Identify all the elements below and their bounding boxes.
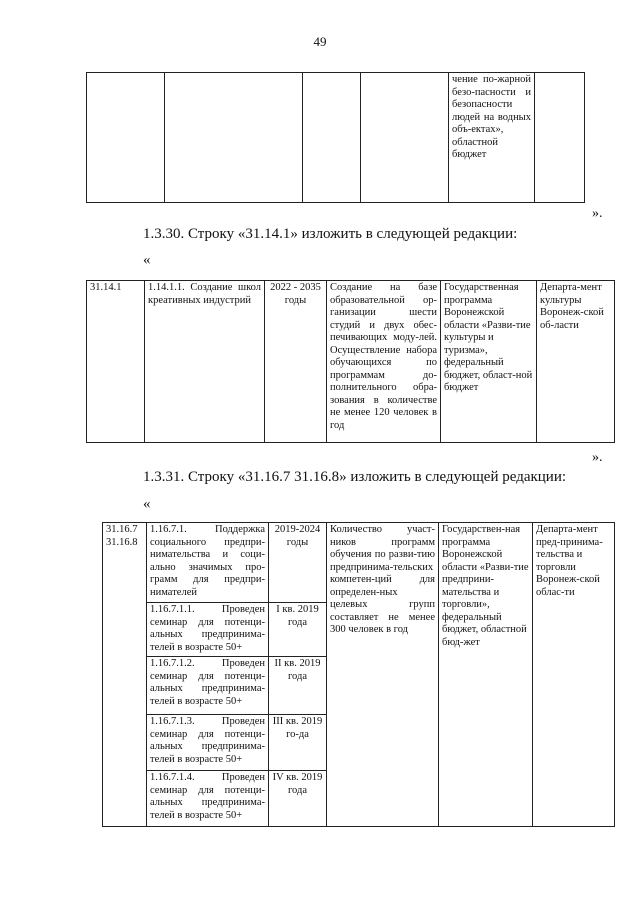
sub-period-cell: II кв. 2019 года (269, 657, 327, 715)
sub-period-cell: IV кв. 2019 года (269, 771, 327, 827)
sub-activity-cell: 1.16.7.1.2. Проведен семинар для потенци-альных предпринима-телей в возрасте 50+ (147, 657, 269, 715)
empty-cell (535, 73, 585, 203)
activity-name-cell: 1.16.7.1. Поддержка социального предпри-нимательства и соци-ально значимых про-грамм для предпри-нимателей (147, 523, 269, 603)
empty-cell (303, 73, 361, 203)
closing-quote: ». (592, 206, 603, 221)
opening-quote: « (143, 496, 151, 512)
continued-table (86, 72, 585, 203)
opening-quote: « (143, 252, 151, 268)
sub-activity-cell: 1.16.7.1.1. Проведен семинар для потенци-альных предпринима-телей в возрасте 50+ (147, 603, 269, 657)
section-heading: 1.3.30. Строку «31.14.1» изложить в следующей редакции: (143, 226, 518, 242)
funding-source-cell: чение по-жарной безо-пасности и безопасности людей на водных объ-ектах», областной бюджет (449, 73, 535, 203)
page-number: 49 (313, 34, 327, 49)
row-ids-cell: 31.16.7 31.16.8 (103, 523, 147, 827)
empty-cell (361, 73, 449, 203)
closing-quote: ». (592, 450, 603, 465)
row-31-14-1-table (86, 280, 615, 443)
sub-activity-cell: 1.16.7.1.4. Проведен семинар для потенци-альных предпринима-телей в возрасте 50+ (147, 771, 269, 827)
indicator-cell: Создание на базе образовательной ор-ганизации шести студий и двух обес-печивающих моду-лей. Осуществление набора обучающихся по программам до-полнительного обра-зования в количестве не менее 120 человек в год (327, 281, 441, 443)
funding-source-cell: Государственная программа Воронежской области «Разви-тие культуры и туризма», федеральный бюджет, област-ной бюджет (441, 281, 537, 443)
activity-name-cell: 1.14.1.1. Создание школ креативных индустрий (145, 281, 265, 443)
executor-cell: Департа-мент пред-принима-тельства и торговли Воронеж-ской облас-ти (533, 523, 615, 827)
period-cell: 2022 - 2035 годы (265, 281, 327, 443)
row-31-16-7-table (102, 522, 615, 827)
section-heading: 1.3.31. Строку «31.16.7 31.16.8» изложить в следующей редакции: (143, 469, 567, 485)
indicator-cell: Количество участ-ников программ обучения по разви-тию предпринима-тельских компетен-ций для определен-ных целевых групп составляет не менее 300 человек в год (327, 523, 439, 827)
executor-cell: Департа-мент культуры Воронеж-ской об-ласти (537, 281, 615, 443)
row-id-cell: 31.14.1 (87, 281, 145, 443)
sub-period-cell: I кв. 2019 года (269, 603, 327, 657)
funding-source-cell: Государствен-ная программа Воронежской области «Разви-тие предприни-мательства и торговли», федеральный бюджет, областной бюд-жет (439, 523, 533, 827)
sub-activity-cell: 1.16.7.1.3. Проведен семинар для потенци-альных предпринима-телей в возрасте 50+ (147, 715, 269, 771)
sub-period-cell: III кв. 2019 го-да (269, 715, 327, 771)
empty-cell (165, 73, 303, 203)
empty-cell (87, 73, 165, 203)
period-cell: 2019-2024 годы (269, 523, 327, 603)
